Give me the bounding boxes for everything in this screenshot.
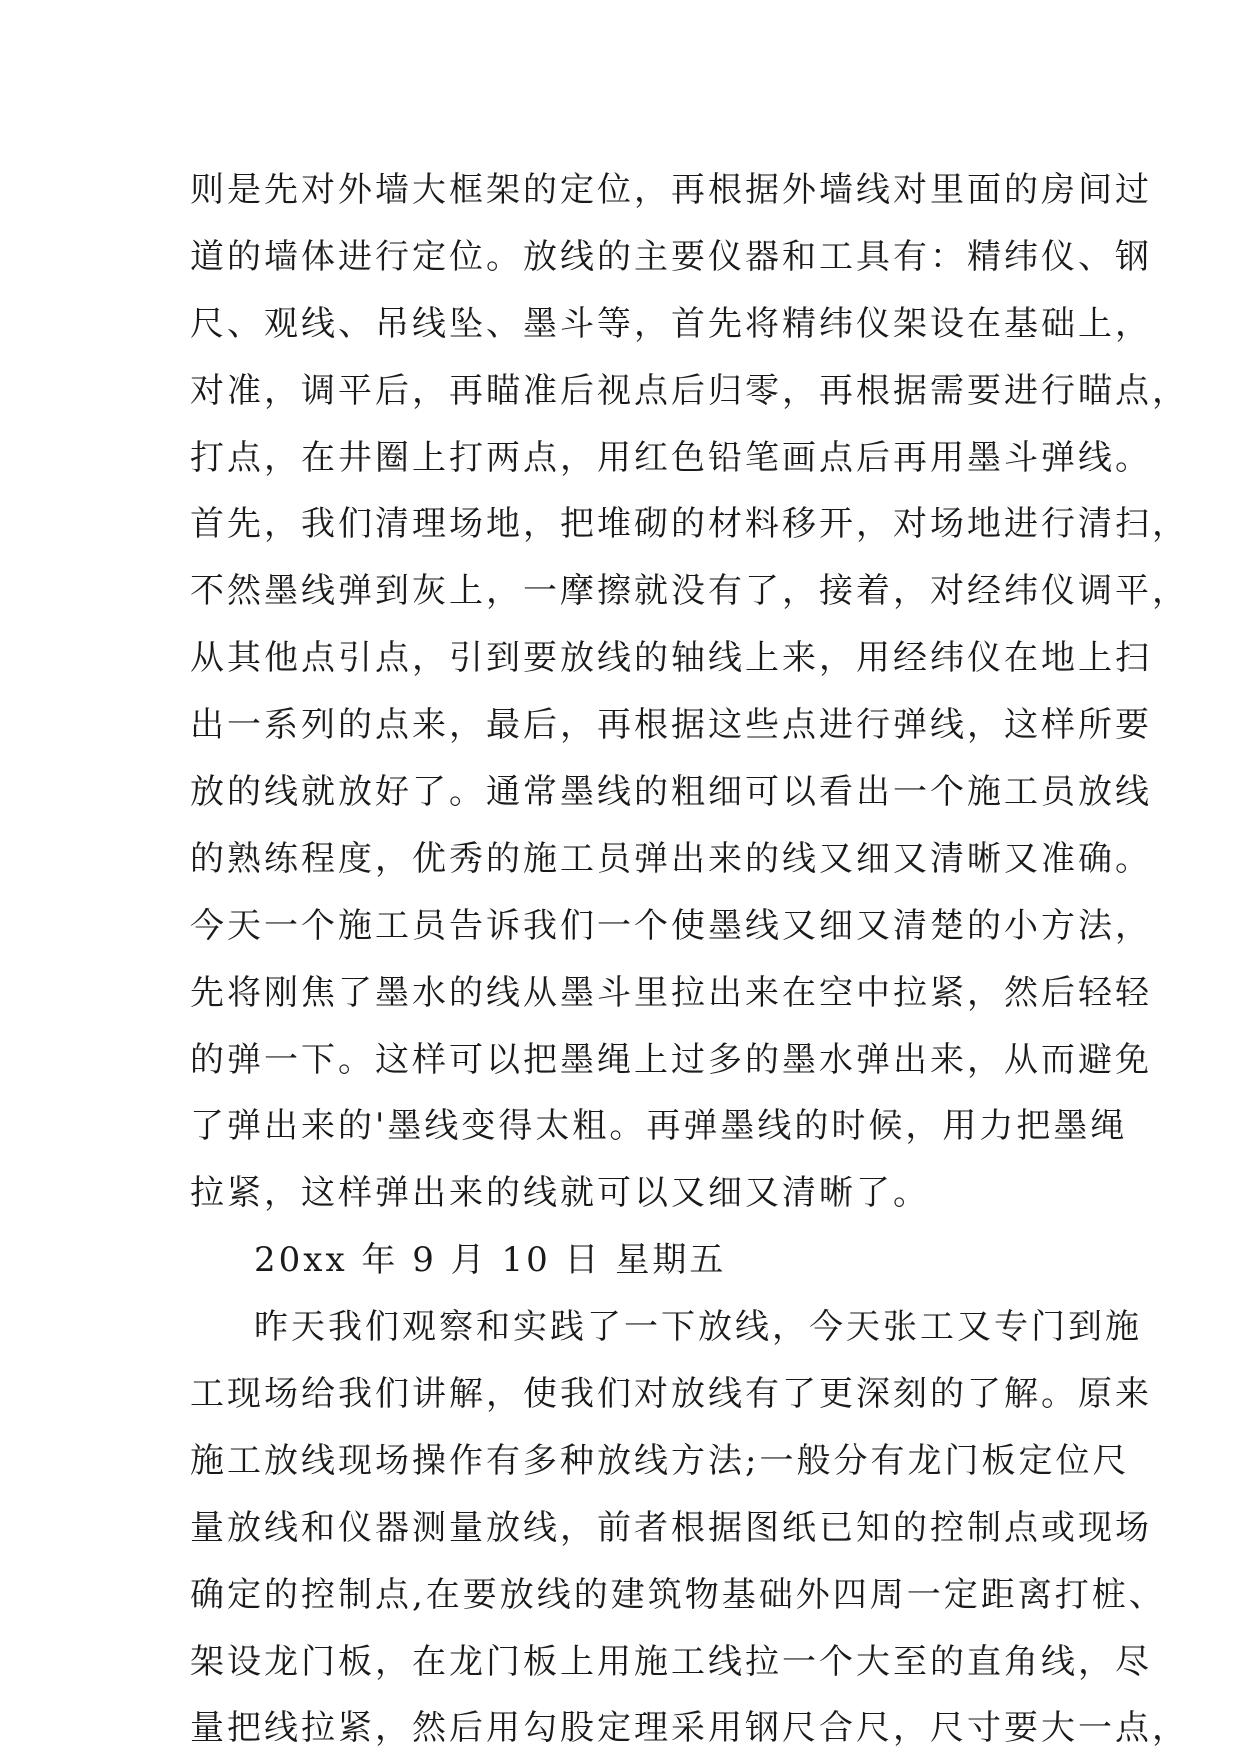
text-line: 确定的控制点,在要放线的建筑物基础外四周一定距离打桩、 — [190, 1574, 1166, 1615]
text-line: 打点，在井圈上打两点，用红色铅笔画点后再用墨斗弹线。 — [190, 437, 1152, 478]
text-line: 的弹一下。这样可以把墨绳上过多的墨水弹出来，从而避免 — [190, 1039, 1152, 1080]
text-line: 昨天我们观察和实践了一下放线，今天张工又专门到施 — [254, 1307, 1142, 1348]
text-line: 出一系列的点来，最后，再根据这些点进行弹线，这样所要 — [190, 705, 1152, 746]
text-line: 则是先对外墙大框架的定位，再根据外墙线对里面的房间过 — [190, 170, 1152, 210]
text-line: 不然墨线弹到灰上，一摩擦就没有了，接着，对经纬仪调平， — [190, 571, 1189, 612]
body-text — [190, 157, 1189, 1762]
text-line: 放的线就放好了。通常墨线的粗细可以看出一个施工员放线 — [190, 772, 1152, 813]
date-heading: 20xx 年 9 月 10 日 星期五 — [254, 1240, 727, 1281]
text-line: 从其他点引点，引到要放线的轴线上来，用经纬仪在地上扫 — [190, 638, 1152, 679]
text-line: 了弹出来的'墨线变得太粗。再弹墨线的时候，用力把墨绳 — [190, 1106, 1128, 1147]
text-line: 工现场给我们讲解，使我们对放线有了更深刻的了解。原来 — [190, 1374, 1152, 1415]
text-line: 的熟练程度，优秀的施工员弹出来的线又细又清晰又准确。 — [190, 838, 1152, 879]
text-line: 施工放线现场操作有多种放线方法;一般分有龙门板定位尺 — [190, 1440, 1130, 1481]
text-line: 架设龙门板，在龙门板上用施工线拉一个大至的直角线，尽 — [190, 1641, 1152, 1682]
text-line: 对准，调平后，再瞄准后视点后归零，再根据需要进行瞄点， — [190, 370, 1189, 411]
text-line: 量把线拉紧，然后用勾股定理采用钢尺合尺，尺寸要大一点， — [190, 1708, 1189, 1749]
text-line: 首先，我们清理场地，把堆砌的材料移开，对场地进行清扫， — [190, 504, 1189, 545]
text-line: 尺、观线、吊线坠、墨斗等，首先将精纬仪架设在基础上， — [190, 303, 1152, 344]
text-line: 拉紧，这样弹出来的线就可以又细又清晰了。 — [190, 1173, 930, 1214]
text-line: 量放线和仪器测量放线，前者根据图纸已知的控制点或现场 — [190, 1507, 1152, 1548]
text-line: 道的墙体进行定位。放线的主要仪器和工具有：精纬仪、钢 — [190, 236, 1152, 277]
text-line: 先将刚焦了墨水的线从墨斗里拉出来在空中拉紧，然后轻轻 — [190, 972, 1152, 1013]
text-line: 今天一个施工员告诉我们一个使墨线又细又清楚的小方法， — [190, 905, 1152, 946]
